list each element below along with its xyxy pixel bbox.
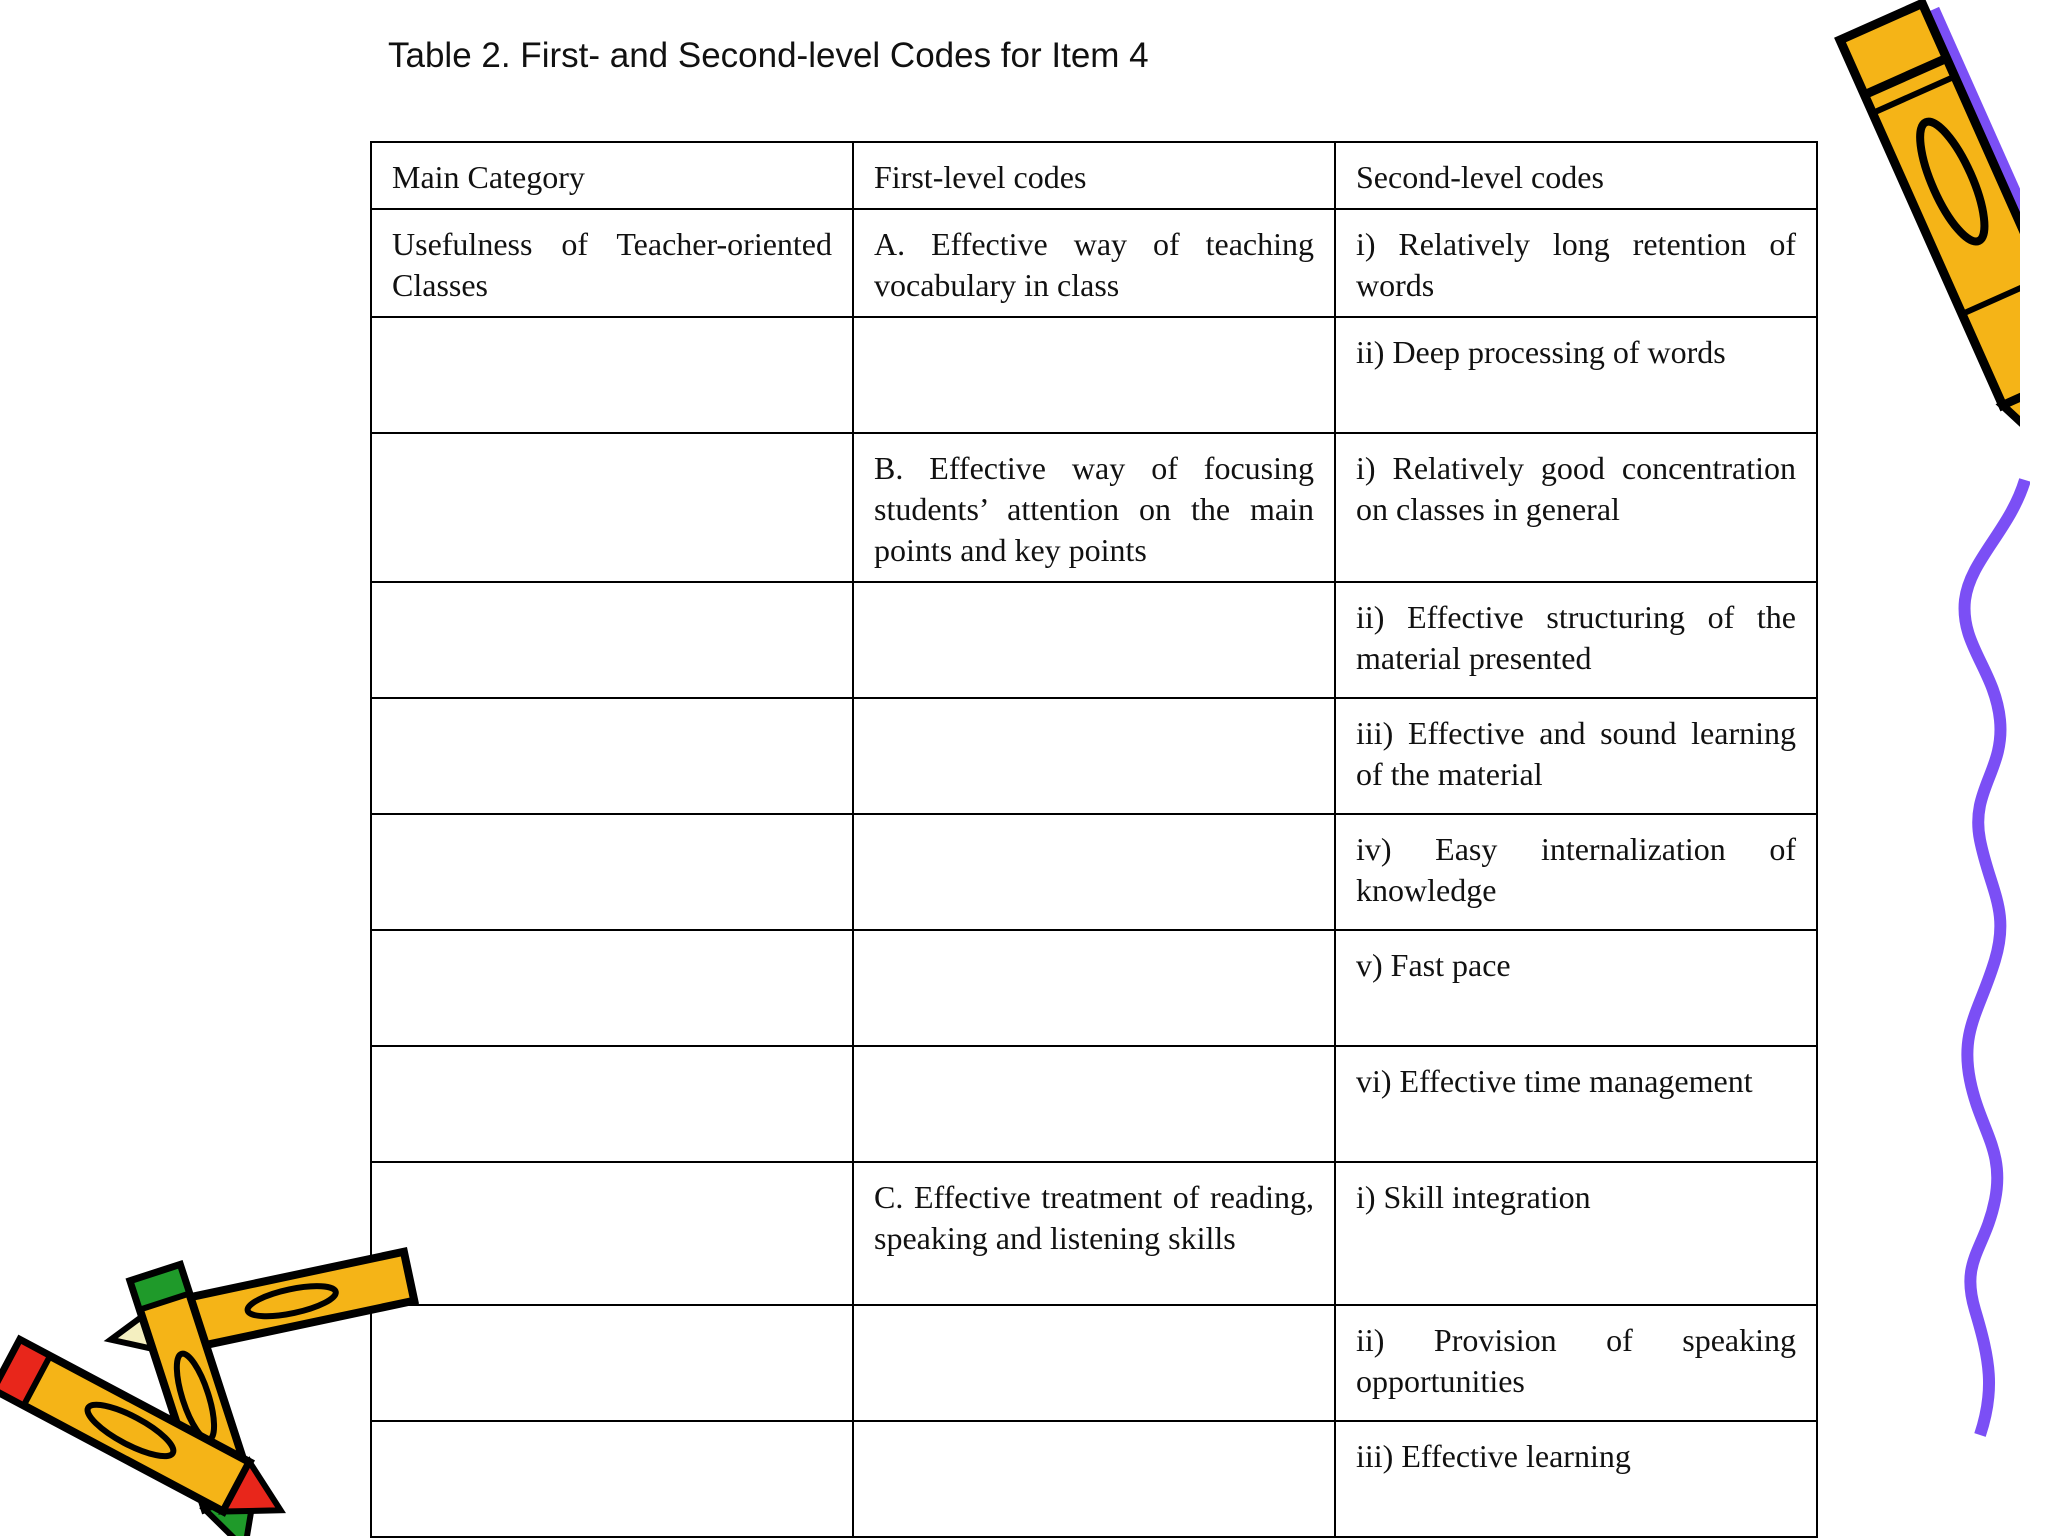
table-caption: Table 2. First- and Second-level Codes for Item 4: [388, 36, 1149, 75]
cell-first: A. Effective way of teaching vocabulary in class: [853, 209, 1335, 317]
cell-second: ii) Effective structuring of the material presented: [1335, 582, 1817, 698]
cell-first: [853, 930, 1335, 1046]
pencil-icon: [1720, 0, 2020, 500]
table-row: [371, 209, 1817, 317]
cell-first: [853, 582, 1335, 698]
cell-second: ii) Provision of speaking opportunities: [1335, 1305, 1817, 1421]
table-row: [371, 582, 1817, 698]
table-row: [371, 698, 1817, 814]
table-header-row: [371, 142, 1817, 209]
cell-first: [853, 1305, 1335, 1421]
cell-main: Usefulness of Teacher-oriented Classes: [371, 209, 853, 317]
table-row: [371, 433, 1817, 582]
cell-main: [371, 814, 853, 930]
cell-main: [371, 930, 853, 1046]
cell-main: [371, 1421, 853, 1537]
header-main-category: Main Category: [371, 142, 853, 209]
crayons-icon: [0, 1230, 420, 1536]
cell-main: [371, 1046, 853, 1162]
cell-second: iv) Easy internalization of knowledge: [1335, 814, 1817, 930]
cell-second: i) Relatively good concentration on classes in general: [1335, 433, 1817, 582]
cell-main: [371, 582, 853, 698]
cell-first: B. Effective way of focusing students’ attention on the main points and key points: [853, 433, 1335, 582]
header-first-level: First-level codes: [853, 142, 1335, 209]
cell-second: ii) Deep processing of words: [1335, 317, 1817, 433]
cell-second: vi) Effective time management: [1335, 1046, 1817, 1162]
table-row: [371, 814, 1817, 930]
cell-second: iii) Effective learning: [1335, 1421, 1817, 1537]
cell-first: [853, 1421, 1335, 1537]
cell-second: v) Fast pace: [1335, 930, 1817, 1046]
cell-first: [853, 317, 1335, 433]
cell-main: [371, 317, 853, 433]
codes-table: [370, 141, 1818, 1538]
table-row: [371, 1421, 1817, 1537]
cell-main: [371, 1305, 853, 1421]
cell-first: C. Effective treatment of reading, speaking and listening skills: [853, 1162, 1335, 1305]
table-row: [371, 1305, 1817, 1421]
cell-main: [371, 698, 853, 814]
cell-main: [371, 433, 853, 582]
table-row: [371, 930, 1817, 1046]
cell-first: [853, 1046, 1335, 1162]
table-row: [371, 1046, 1817, 1162]
cell-second: iii) Effective and sound learning of the material: [1335, 698, 1817, 814]
cell-first: [853, 814, 1335, 930]
cell-second: i) Skill integration: [1335, 1162, 1817, 1305]
cell-second: i) Relatively long retention of words: [1335, 209, 1817, 317]
header-second-level: Second-level codes: [1335, 142, 1817, 209]
table-row: [371, 317, 1817, 433]
squiggle-line: [1940, 470, 2030, 1450]
cell-first: [853, 698, 1335, 814]
table-row: [371, 1162, 1817, 1305]
cell-main: [371, 1162, 853, 1305]
